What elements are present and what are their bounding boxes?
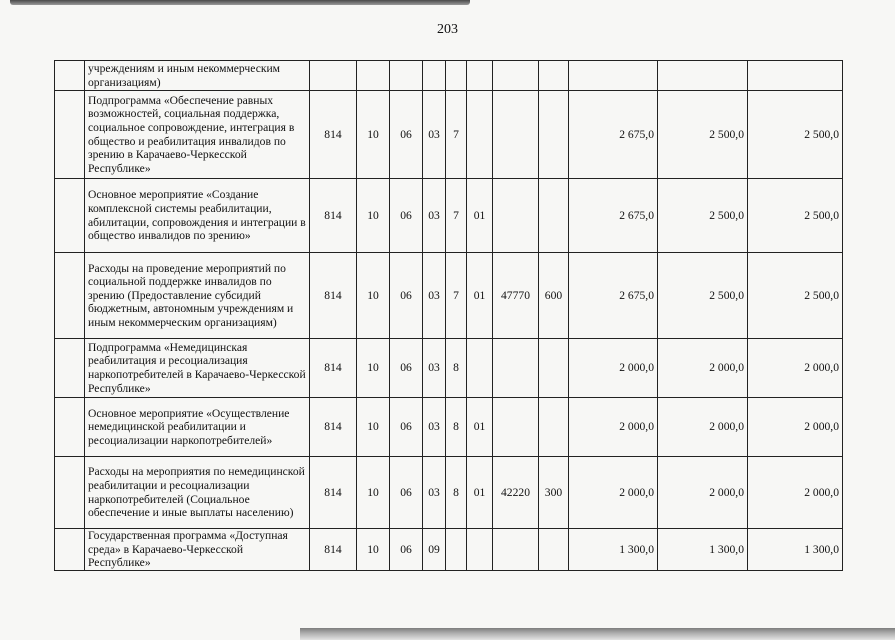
expense-type-code-cell bbox=[539, 398, 569, 457]
subprogram-code-cell: 8 bbox=[446, 398, 467, 457]
activity-code-cell: 01 bbox=[467, 179, 493, 253]
expense-direction-code-cell bbox=[493, 529, 539, 571]
budget-table-body bbox=[55, 61, 843, 571]
item-name-cell: Подпрограмма «Обеспечение равных возможностей, социальная поддержка, социальное сопровождение, интеграция в общество и реабилитация инвалидов по зрению в Карачаево-Черкесской Республике» bbox=[85, 91, 310, 179]
activity-code-cell bbox=[467, 91, 493, 179]
subsection-code-cell: 06 bbox=[390, 91, 423, 179]
section-code-cell: 10 bbox=[357, 179, 390, 253]
activity-code-cell: 01 bbox=[467, 398, 493, 457]
ministry-code-cell: 814 bbox=[310, 398, 357, 457]
section-code-cell: 10 bbox=[357, 339, 390, 398]
amount-year-2-cell: 2 000,0 bbox=[658, 457, 748, 529]
ministry-code-cell bbox=[310, 61, 357, 91]
activity-code-cell bbox=[467, 61, 493, 91]
amount-year-1-cell: 1 300,0 bbox=[569, 529, 658, 571]
expense-direction-code-cell bbox=[493, 398, 539, 457]
activity-code-cell bbox=[467, 529, 493, 571]
item-name-cell: Основное мероприятие «Осуществление немедицинской реабилитации и ресоциализации наркопотребителей» bbox=[85, 398, 310, 457]
table-row bbox=[55, 61, 843, 91]
expense-direction-code-cell: 47770 bbox=[493, 253, 539, 339]
expense-type-code-cell bbox=[539, 61, 569, 91]
program-code-cell: 09 bbox=[423, 529, 446, 571]
program-code-cell bbox=[423, 61, 446, 91]
section-code-cell bbox=[357, 61, 390, 91]
item-name-cell: Расходы на проведение мероприятий по социальной поддержке инвалидов по зрению (Предоставление субсидий бюджетным, автономным учреждениям и иным некоммерческим организациям) bbox=[85, 253, 310, 339]
ministry-code-cell: 814 bbox=[310, 253, 357, 339]
section-code-cell: 10 bbox=[357, 529, 390, 571]
expense-direction-code-cell bbox=[493, 179, 539, 253]
ministry-code-cell: 814 bbox=[310, 457, 357, 529]
amount-year-3-cell bbox=[748, 61, 843, 91]
section-code-cell: 10 bbox=[357, 253, 390, 339]
amount-year-2-cell: 2 500,0 bbox=[658, 179, 748, 253]
subsection-code-cell bbox=[390, 61, 423, 91]
expense-type-code-cell bbox=[539, 91, 569, 179]
row-number-cell bbox=[55, 179, 85, 253]
amount-year-2-cell bbox=[658, 61, 748, 91]
subsection-code-cell: 06 bbox=[390, 253, 423, 339]
expense-direction-code-cell: 42220 bbox=[493, 457, 539, 529]
program-code-cell: 03 bbox=[423, 179, 446, 253]
expense-type-code-cell: 600 bbox=[539, 253, 569, 339]
table-row bbox=[55, 529, 843, 571]
table-row bbox=[55, 457, 843, 529]
section-code-cell: 10 bbox=[357, 457, 390, 529]
amount-year-1-cell: 2 000,0 bbox=[569, 339, 658, 398]
ministry-code-cell: 814 bbox=[310, 339, 357, 398]
amount-year-3-cell: 2 500,0 bbox=[748, 253, 843, 339]
subsection-code-cell: 06 bbox=[390, 529, 423, 571]
amount-year-2-cell: 2 500,0 bbox=[658, 91, 748, 179]
subprogram-code-cell bbox=[446, 61, 467, 91]
amount-year-1-cell: 2 000,0 bbox=[569, 457, 658, 529]
table-row bbox=[55, 91, 843, 179]
scan-edge-shadow-top bbox=[10, 0, 470, 5]
activity-code-cell: 01 bbox=[467, 253, 493, 339]
item-name-cell: учреждениям и иным некоммерческим организациям) bbox=[85, 61, 310, 91]
amount-year-1-cell: 2 675,0 bbox=[569, 253, 658, 339]
amount-year-3-cell: 2 000,0 bbox=[748, 339, 843, 398]
subsection-code-cell: 06 bbox=[390, 339, 423, 398]
table-row bbox=[55, 398, 843, 457]
subprogram-code-cell: 8 bbox=[446, 339, 467, 398]
expense-type-code-cell: 300 bbox=[539, 457, 569, 529]
table-row bbox=[55, 179, 843, 253]
amount-year-3-cell: 2 500,0 bbox=[748, 179, 843, 253]
expense-type-code-cell bbox=[539, 179, 569, 253]
row-number-cell bbox=[55, 339, 85, 398]
row-number-cell bbox=[55, 457, 85, 529]
ministry-code-cell: 814 bbox=[310, 179, 357, 253]
program-code-cell: 03 bbox=[423, 398, 446, 457]
program-code-cell: 03 bbox=[423, 457, 446, 529]
amount-year-3-cell: 2 000,0 bbox=[748, 398, 843, 457]
item-name-cell: Подпрограмма «Немедицинская реабилитация и ресоциализация наркопотребителей в Карачаево-Черкесской Республике» bbox=[85, 339, 310, 398]
table-row bbox=[55, 253, 843, 339]
amount-year-1-cell: 2 000,0 bbox=[569, 398, 658, 457]
activity-code-cell: 01 bbox=[467, 457, 493, 529]
row-number-cell bbox=[55, 529, 85, 571]
amount-year-1-cell bbox=[569, 61, 658, 91]
row-number-cell bbox=[55, 91, 85, 179]
amount-year-3-cell: 2 000,0 bbox=[748, 457, 843, 529]
amount-year-2-cell: 1 300,0 bbox=[658, 529, 748, 571]
subsection-code-cell: 06 bbox=[390, 179, 423, 253]
amount-year-1-cell: 2 675,0 bbox=[569, 179, 658, 253]
subprogram-code-cell bbox=[446, 529, 467, 571]
amount-year-3-cell: 2 500,0 bbox=[748, 91, 843, 179]
expense-type-code-cell bbox=[539, 339, 569, 398]
amount-year-2-cell: 2 000,0 bbox=[658, 339, 748, 398]
subprogram-code-cell: 8 bbox=[446, 457, 467, 529]
row-number-cell bbox=[55, 398, 85, 457]
row-number-cell bbox=[55, 253, 85, 339]
item-name-cell: Расходы на мероприятия по немедицинской реабилитации и ресоциализации наркопотребителей (Социальное обеспечение и иные выплаты населению) bbox=[85, 457, 310, 529]
subsection-code-cell: 06 bbox=[390, 457, 423, 529]
program-code-cell: 03 bbox=[423, 339, 446, 398]
ministry-code-cell: 814 bbox=[310, 529, 357, 571]
subprogram-code-cell: 7 bbox=[446, 91, 467, 179]
program-code-cell: 03 bbox=[423, 253, 446, 339]
amount-year-2-cell: 2 000,0 bbox=[658, 398, 748, 457]
scan-edge-shadow-bottom bbox=[300, 628, 895, 640]
table-row bbox=[55, 339, 843, 398]
item-name-cell: Государственная программа «Доступная среда» в Карачаево-Черкесской Республике» bbox=[85, 529, 310, 571]
expense-direction-code-cell bbox=[493, 91, 539, 179]
program-code-cell: 03 bbox=[423, 91, 446, 179]
activity-code-cell bbox=[467, 339, 493, 398]
amount-year-2-cell: 2 500,0 bbox=[658, 253, 748, 339]
ministry-code-cell: 814 bbox=[310, 91, 357, 179]
subprogram-code-cell: 7 bbox=[446, 179, 467, 253]
expense-direction-code-cell bbox=[493, 339, 539, 398]
expense-direction-code-cell bbox=[493, 61, 539, 91]
item-name-cell: Основное мероприятие «Создание комплексной системы реабилитации, абилитации, сопровождения и интеграции в общество инвалидов по зрению» bbox=[85, 179, 310, 253]
section-code-cell: 10 bbox=[357, 91, 390, 179]
budget-table bbox=[54, 60, 843, 571]
row-number-cell bbox=[55, 61, 85, 91]
subprogram-code-cell: 7 bbox=[446, 253, 467, 339]
subsection-code-cell: 06 bbox=[390, 398, 423, 457]
expense-type-code-cell bbox=[539, 529, 569, 571]
amount-year-1-cell: 2 675,0 bbox=[569, 91, 658, 179]
page-number: 203 bbox=[437, 22, 458, 37]
section-code-cell: 10 bbox=[357, 398, 390, 457]
amount-year-3-cell: 1 300,0 bbox=[748, 529, 843, 571]
